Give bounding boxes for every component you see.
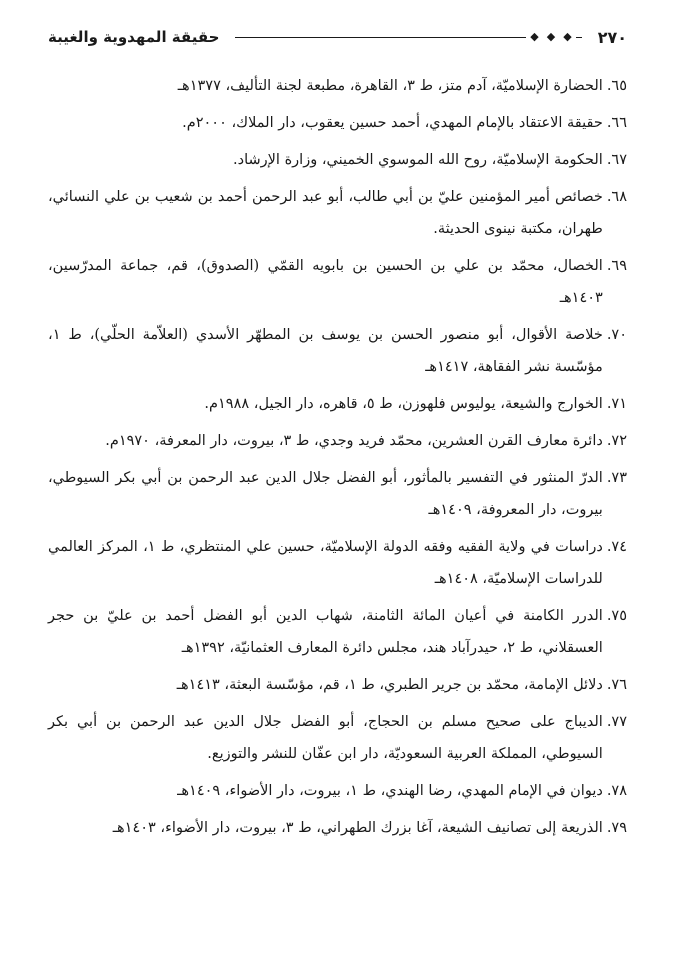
entry-number: ٧٢.	[606, 433, 627, 449]
entry-number: ٧٨.	[606, 783, 627, 799]
entry-number: ٧٦.	[606, 677, 627, 693]
bibliography-entry	[48, 388, 627, 420]
entry-number: ٧٩.	[606, 820, 627, 836]
entry-number: ٧٤.	[606, 539, 627, 555]
page-number: ٢٧٠	[597, 27, 627, 47]
entry-text: الذريعة إلى تصانيف الشيعة، آغا بزرك الطهراني، ط ٣، بيروت، دار الأضواء، ١٤٠٣هـ	[112, 820, 603, 836]
bibliography-entry	[48, 812, 627, 844]
diamond-icon: ◆	[563, 30, 572, 43]
bibliography-entry	[48, 706, 627, 770]
entry-text: دلائل الإمامة، محمّد بن جرير الطبري، ط ١، قم، مؤسّسة البعثة، ١٤١٣هـ	[176, 677, 603, 693]
entry-text: ديوان في الإمام المهدي، رضا الهندي، ط ١، بيروت، دار الأضواء، ١٤٠٩هـ	[177, 783, 603, 799]
entry-number: ٧٧.	[606, 714, 627, 730]
bibliography-entry	[48, 600, 627, 664]
entry-text: خصائص أمير المؤمنين عليّ بن أبي طالب، أبو عبد الرحمن أحمد بن شعيب بن علي النسائي، طهران، مكتبة نينوى الحديثة.	[48, 189, 603, 237]
entry-text: دائرة معارف القرن العشرين، محمّد فريد وجدي، ط ٣، بيروت، دار المعرفة، ١٩٧٠م.	[105, 433, 603, 449]
bibliography-entry	[48, 70, 627, 102]
entry-number: ٦٦.	[606, 115, 627, 131]
bibliography-entry	[48, 107, 627, 139]
bibliography-entry	[48, 425, 627, 457]
running-header	[48, 22, 627, 52]
entry-number: ٧١.	[606, 396, 627, 412]
bibliography-entry	[48, 181, 627, 245]
entry-text: الدرر الكامنة في أعيان المائة الثامنة، شهاب الدين أبو الفضل أحمد بن عليّ بن حجر العسقلاني، ط ٢، حيدرآباد هند، مجلس دائرة المعارف العثمانيّة، ١٣٩٢هـ	[48, 608, 603, 656]
bibliography-entry	[48, 669, 627, 701]
entry-text: الخصال، محمّد بن علي بن الحسين بن بابويه القمّي (الصدوق)، قم، جماعة المدرّسين، ١٤٠٣هـ	[48, 258, 603, 306]
bibliography-entry	[48, 462, 627, 526]
header-rule	[235, 30, 581, 44]
bibliography-list	[48, 70, 627, 844]
entry-text: الحكومة الإسلاميّة، روح الله الموسوي الخميني، وزارة الإرشاد.	[233, 152, 603, 168]
bibliography-entry	[48, 775, 627, 807]
bibliography-entry	[48, 144, 627, 176]
bibliography-entry	[48, 319, 627, 383]
entry-text: خلاصة الأقوال، أبو منصور الحسن بن يوسف بن المطهّر الأسدي (العلاّمة الحلّي)، ط ١، مؤسّسة نشر الفقاهة، ١٤١٧هـ	[48, 327, 603, 375]
entry-number: ٦٥.	[606, 78, 627, 94]
running-title: حقيقة المهدوية والغيبة	[48, 28, 220, 46]
entry-text: الدرّ المنثور في التفسير بالمأثور، أبو الفضل جلال الدين عبد الرحمن بن أبي بكر السيوطي، بيروت، دار المعروفة، ١٤٠٩هـ	[48, 470, 603, 518]
header-ornament	[526, 30, 575, 44]
entry-number: ٧٣.	[606, 470, 627, 486]
entry-text: الديباج على صحيح مسلم بن الحجاج، أبو الفضل جلال الدين عبد الرحمن بن أبي بكر السيوطي، المملكة العربية السعوديّة، دار ابن عفّان للنشر والتوزيع.	[48, 714, 603, 762]
bibliography-entry	[48, 531, 627, 595]
entry-text: الخوارج والشيعة، يوليوس فلهوزن، ط ٥، قاهره، دار الجيل، ١٩٨٨م.	[204, 396, 603, 412]
bibliography-entry	[48, 250, 627, 314]
entry-text: الحضارة الإسلاميّة، آدم متز، ط ٣، القاهرة، مطبعة لجنة التأليف، ١٣٧٧هـ	[177, 78, 603, 94]
diamond-icon: ◆	[546, 30, 556, 43]
entry-number: ٧٠.	[606, 327, 627, 343]
entry-number: ٦٨.	[606, 189, 627, 205]
entry-number: ٦٧.	[606, 152, 627, 168]
entry-text: دراسات في ولاية الفقيه وفقه الدولة الإسلاميّة، حسين علي المنتظري، ط ١، المركز العالمي للدراسات الإسلاميّة، ١٤٠٨هـ	[48, 539, 603, 587]
entry-text: حقيقة الاعتقاد بالإمام المهدي، أحمد حسين يعقوب، دار الملاك، ٢٠٠٠م.	[182, 115, 603, 131]
entry-number: ٧٥.	[606, 608, 627, 624]
diamond-icon: ◆	[530, 30, 539, 43]
entry-number: ٦٩.	[606, 258, 627, 274]
